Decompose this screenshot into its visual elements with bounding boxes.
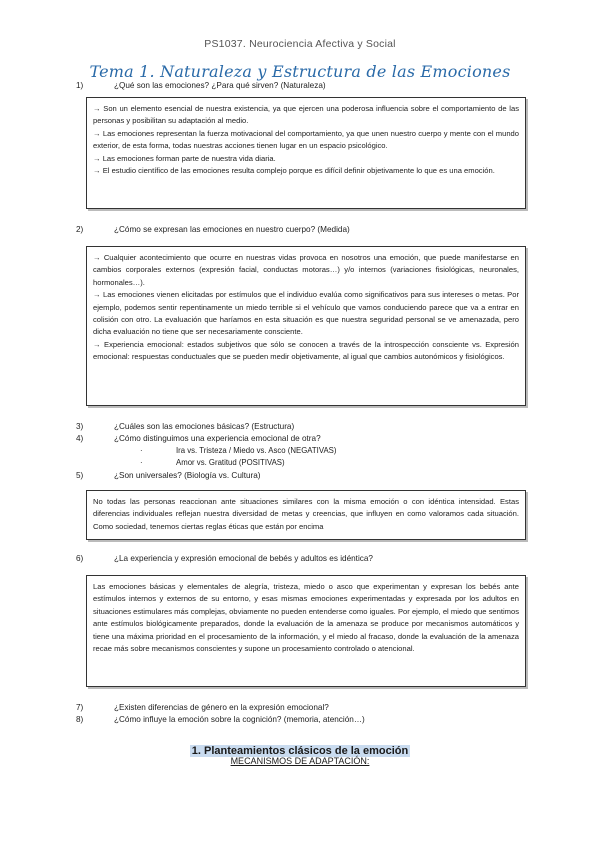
question-text: ¿Existen diferencias de género en la expresión emocional?: [114, 703, 329, 712]
bullet: ·: [140, 446, 143, 455]
page-title: Tema 1. Naturaleza y Estructura de las Emociones: [89, 62, 511, 81]
sub-item-text: Ira vs. Tristeza / Miedo vs. Asco (NEGATIVAS): [176, 446, 337, 455]
question-text: ¿Cómo distinguimos una experiencia emocional de otra?: [114, 434, 321, 443]
sub-item-2: [140, 458, 285, 467]
answer-box-1: [86, 97, 526, 209]
question-text: ¿La experiencia y expresión emocional de bebés y adultos es idéntica?: [114, 554, 373, 563]
question-text: ¿Cómo influye la emoción sobre la cognición? (memoria, atención…): [114, 715, 365, 724]
question-number: 2): [76, 225, 84, 234]
answer-box-2: [86, 246, 526, 406]
answer-paragraph: → Las emociones vienen elicitadas por estímulos que el individuo evalúa como significativos para sus intereses o metas. Por ejemplo, podemos sentir repentinamente un miedo terrible si el vehículo que vamos conduciendo parece que va a entrar en colisión con otro. La evaluación que haríamos en esta situación es que nuestra seguridad personal se ve amenazada, pero dicha evaluación no tiene que ser necesariamente consciente.: [93, 290, 519, 337]
question-number: 5): [76, 471, 84, 480]
document-header: PS1037. Neurociencia Afectiva y Social: [204, 38, 396, 50]
answer-box-4: [86, 575, 526, 687]
answer-paragraph: → Cualquier acontecimiento que ocurre en nuestras vidas provoca en nosotros una emoción, que puede manifestarse en cambios corporales externos (expresión facial, conductas motoras…) y/o internos (variaciones fisiológicas, neuronales, hormonales…).: [93, 253, 519, 287]
answer-paragraph: Las emociones básicas y elementales de alegría, tristeza, miedo o asco que experimentan y expresan los bebés ante estímulos internos y externos de su entorno, y esas mismas emociones experimentadas y expresada por los adultos en situaciones estimulares más complejas, obviamente no pueden entenderse como iguales. Por ejemplo, el miedo que sentimos ante estímulos biológicamente preparados, donde la evaluación de la amenaza se produce por mecanismos automáticos y tiene una máxima prioridad en el procesamiento de la información, y el miedo al fracaso, donde la evaluación de la amenaza recae más sobre mecanismos conscientes y supone un procesamiento controlado o atencional.: [93, 582, 519, 654]
sub-item-1: [140, 446, 336, 455]
answer-paragraph: → Son un elemento esencial de nuestra existencia, ya que ejercen una poderosa influencia sobre el comportamiento de las personas y posibilitan su adaptación al medio.: [93, 104, 519, 126]
answer-paragraph: → Las emociones representan la fuerza motivacional del comportamiento, ya que unen nuestro cuerpo y mente con el mundo exterior, de esta forma, todas nuestras acciones tienen lugar en un espacio psicológico.: [93, 128, 519, 151]
subsection-heading: MECANISMOS DE ADAPTACIÓN:: [230, 756, 370, 766]
question-text: ¿Cuáles son las emociones básicas? (Estructura): [114, 422, 295, 431]
question-text: ¿Son universales? (Biología vs. Cultura): [114, 471, 261, 480]
answer-paragraph: → El estudio científico de las emociones resulta complejo porque es difícil definir objetivamente lo que es una emoción.: [93, 166, 495, 176]
question-number: 1): [76, 81, 84, 90]
sub-item-text: Amor vs. Gratitud (POSITIVAS): [176, 458, 285, 467]
answer-paragraph: No todas las personas reaccionan ante situaciones similares con la misma emoción o con idéntica intensidad. Estas diferencias individuales reflejan nuestra diversidad de metas y creencias, que influyen en como valoramos cada situación. Como sociedad, tenemos ciertas reglas éticas que están por encima: [93, 497, 519, 531]
section-title: 1. Planteamientos clásicos de la emoción: [191, 745, 409, 757]
question-number: 6): [76, 554, 84, 563]
bullet: ·: [140, 458, 143, 467]
question-text: ¿Qué son las emociones? ¿Para qué sirven? (Naturaleza): [114, 81, 326, 90]
question-number: 7): [76, 703, 84, 712]
question-number: 8): [76, 715, 84, 724]
question-number: 4): [76, 434, 84, 443]
answer-paragraph: → Experiencia emocional: estados subjetivos que sólo se conocen a través de la introspección consciente vs. Expresión emocional: respuestas conductuales que se pueden medir objetivamente, al igual que cambios autonómicos y fisiológicos.: [93, 339, 519, 362]
answer-paragraph: → Las emociones forman parte de nuestra vida diaria.: [93, 153, 276, 163]
answer-box-3: [86, 490, 526, 540]
question-number: 3): [76, 422, 84, 431]
question-text: ¿Cómo se expresan las emociones en nuestro cuerpo? (Medida): [114, 225, 350, 234]
